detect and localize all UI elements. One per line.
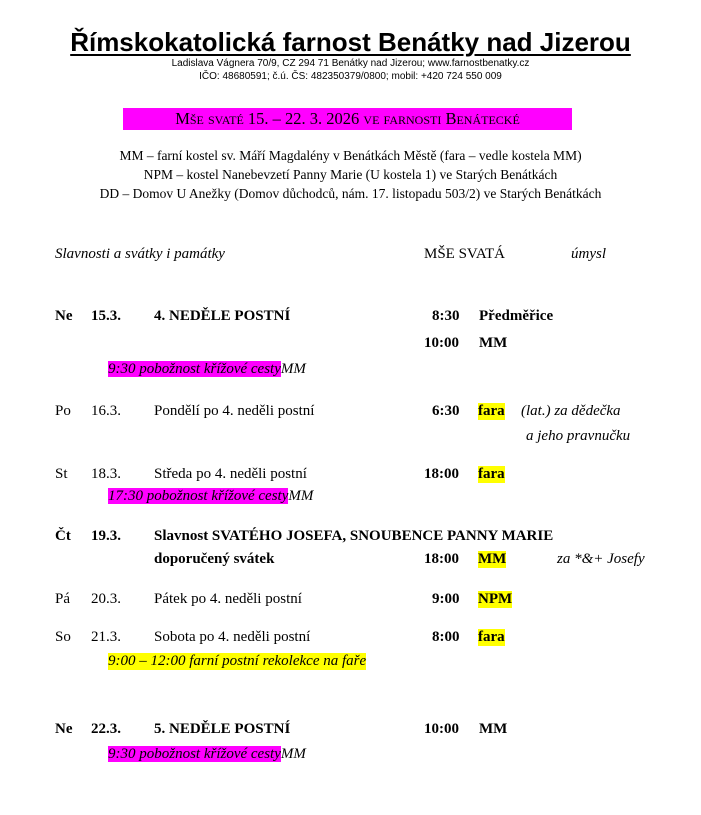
name-sun1: 4. NEDĚLE POSTNÍ xyxy=(154,308,291,324)
place-wed: fara xyxy=(478,466,505,482)
day-mon: Po xyxy=(55,403,71,419)
name-sat: Sobota po 4. neděli postní xyxy=(154,629,311,645)
date-sat: 21.3. xyxy=(91,629,121,645)
place-sun2: MM xyxy=(479,721,508,737)
note-sun2 xyxy=(108,746,306,763)
address-line: Ladislava Vágnera 70/9, CZ 294 71 Benátky nad Jizerou; www.farnostbenatky.cz xyxy=(171,58,530,69)
column-feasts: Slavnosti a svátky i památky xyxy=(55,246,225,262)
place-sat: fara xyxy=(478,629,505,645)
intent-thu: za *&+ Josefy xyxy=(557,551,645,567)
schedule-heading: Mše svaté 15. – 22. 3. 2026 ve farnosti Benátecké xyxy=(123,108,572,130)
place-mon: fara xyxy=(478,403,505,419)
note-sun2-text: 9:30 pobožnost křížové cesty xyxy=(108,746,281,762)
intent-mon-1: (lat.) za dědečka xyxy=(521,403,621,419)
note-wed xyxy=(108,488,313,505)
name-thu: Slavnost SVATÉHO JOSEFA, SNOUBENCE PANNY MARIE xyxy=(154,528,554,544)
time-sun2: 10:00 xyxy=(424,721,459,737)
place-sun1-a: Předměřice xyxy=(479,308,554,324)
legend-dd: DD – Domov U Anežky (Domov důchodců, nám. 17. listopadu 503/2) ve Starých Benátkách xyxy=(99,186,602,201)
name-fri: Pátek po 4. neděli postní xyxy=(154,591,302,607)
day-sat: So xyxy=(55,629,71,645)
day-sun2: Ne xyxy=(55,721,73,737)
day-sun1: Ne xyxy=(55,308,73,324)
place-thu: MM xyxy=(478,551,507,567)
day-fri: Pá xyxy=(55,591,70,607)
date-mon: 16.3. xyxy=(91,403,121,419)
legend-npm: NPM – kostel Nanebevzetí Panny Marie (U kostela 1) ve Starých Benátkách xyxy=(143,167,558,182)
note-sun1-place: MM xyxy=(280,361,306,377)
date-wed: 18.3. xyxy=(91,466,121,482)
legend-mm: MM – farní kostel sv. Máří Magdalény v Benátkách Městě (fara – vedle kostela MM) xyxy=(119,148,582,163)
name-wed: Středa po 4. neděli postní xyxy=(154,466,307,482)
date-thu: 19.3. xyxy=(91,528,121,544)
note-sun2-place: MM xyxy=(280,746,306,762)
date-sun1: 15.3. xyxy=(91,308,121,324)
note-sun1 xyxy=(108,361,306,378)
contact-line: IČO: 48680591; č.ú. ČS: 482350379/0800; mobil: +420 724 550 009 xyxy=(199,71,502,82)
time-wed: 18:00 xyxy=(424,466,459,482)
parish-title: Římskokatolická farnost Benátky nad Jizerou xyxy=(70,27,631,57)
note-sat: 9:00 – 12:00 farní postní rekolekce na faře xyxy=(108,653,367,669)
time-sun1-b: 10:00 xyxy=(424,335,459,351)
name-sun2: 5. NEDĚLE POSTNÍ xyxy=(154,721,291,737)
place-fri: NPM xyxy=(478,591,513,607)
column-intention: úmysl xyxy=(571,246,606,262)
intent-mon-2: a jeho pravnučku xyxy=(526,428,631,444)
time-mon: 6:30 xyxy=(432,403,460,419)
time-fri: 9:00 xyxy=(432,591,460,607)
time-sat: 8:00 xyxy=(432,629,460,645)
place-sun1-b: MM xyxy=(479,335,508,351)
date-sun2: 22.3. xyxy=(91,721,121,737)
note-wed-text: 17:30 pobožnost křížové cesty xyxy=(108,488,289,504)
date-fri: 20.3. xyxy=(91,591,121,607)
column-mass: MŠE SVATÁ xyxy=(424,246,505,262)
time-thu: 18:00 xyxy=(424,551,459,567)
note-wed-place: MM xyxy=(288,488,314,504)
note-sun1-text: 9:30 pobožnost křížové cesty xyxy=(108,361,281,377)
name-mon: Pondělí po 4. neděli postní xyxy=(154,403,315,419)
day-thu: Čt xyxy=(55,528,71,544)
sub-thu: doporučený svátek xyxy=(154,551,275,567)
time-sun1-a: 8:30 xyxy=(432,308,460,324)
day-wed: St xyxy=(55,466,68,482)
